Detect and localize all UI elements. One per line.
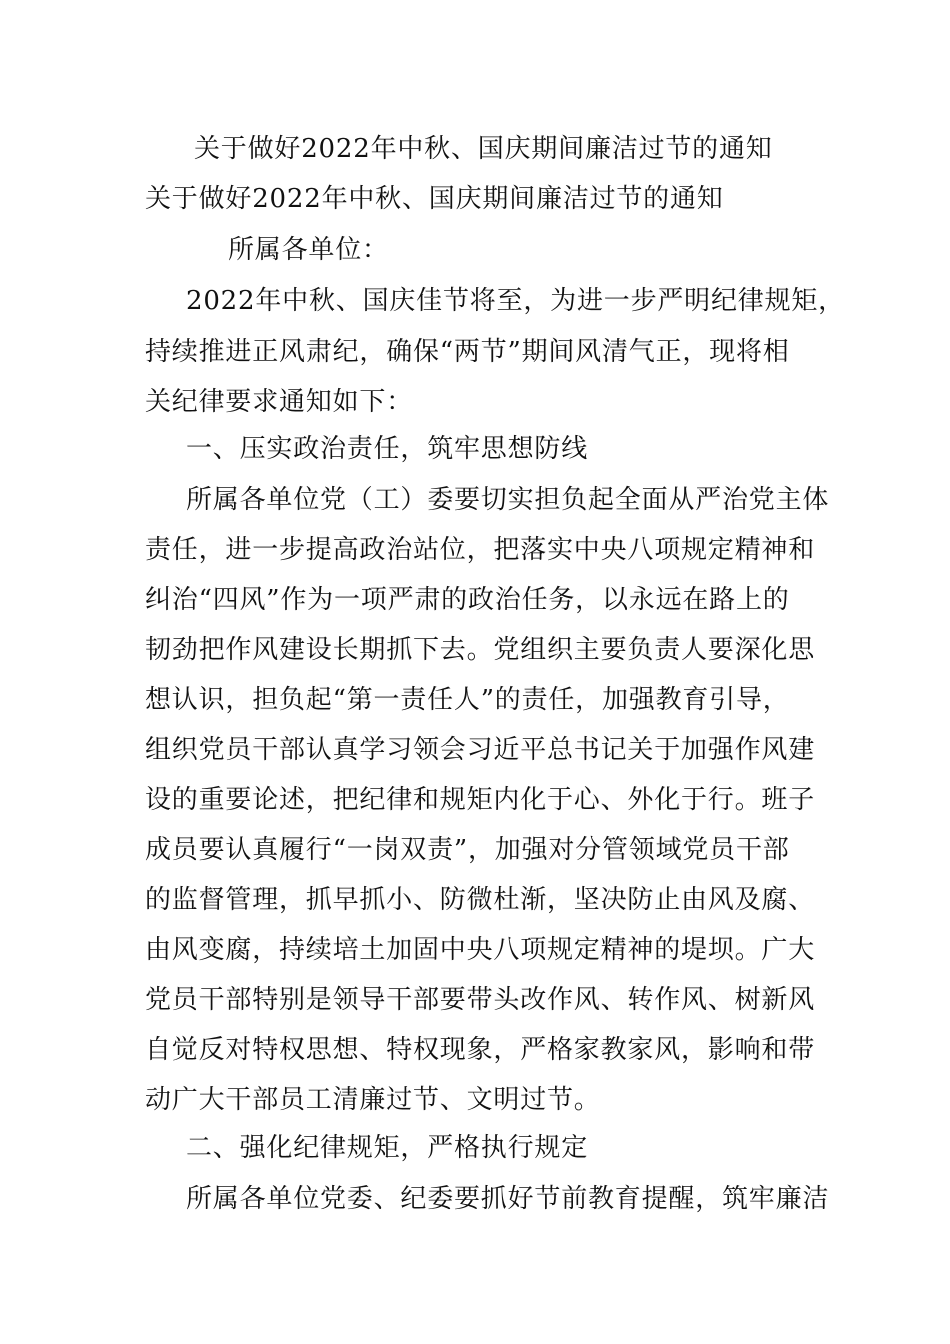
intro-line-2: 持续推进正风肃纪，确保“两节”期间风清气正，现将相 xyxy=(145,337,790,367)
section-1-line: 设的重要论述，把纪律和规矩内化于心、外化于行。班子 xyxy=(145,785,816,815)
section-2-line: 所属各单位党委、纪委要抓好节前教育提醒，筑牢廉洁 xyxy=(186,1184,830,1214)
section-1-line: 所属各单位党（工）委要切实担负起全面从严治党主体 xyxy=(186,485,830,515)
section-1-line: 责任，进一步提高政治站位，把落实中央八项规定精神和 xyxy=(145,535,816,565)
salutation: 所属各单位： xyxy=(228,235,389,265)
intro-line-3: 关纪律要求通知如下： xyxy=(145,387,414,417)
section-2-heading: 二、强化纪律规矩，严格执行规定 xyxy=(186,1133,589,1163)
section-1-line: 成员要认真履行“一岗双责”，加强对分管领域党员干部 xyxy=(145,835,790,865)
section-1-line: 组织党员干部认真学习领会习近平总书记关于加强作风建 xyxy=(145,735,816,765)
section-1-line: 由风变腐，持续培土加固中央八项规定精神的堤坝。广大 xyxy=(145,935,816,965)
section-1-line: 想认识，担负起“第一责任人”的责任，加强教育引导， xyxy=(145,685,790,715)
document-title-repeat: 关于做好2022年中秋、国庆期间廉洁过节的通知 xyxy=(145,184,724,214)
section-1-line: 纠治“四风”作为一项严肃的政治任务，以永远在路上的 xyxy=(145,585,790,615)
section-1-line: 动广大干部员工清廉过节、文明过节。 xyxy=(145,1085,601,1115)
section-1-line: 韧劲把作风建设长期抓下去。党组织主要负责人要深化思 xyxy=(145,635,816,665)
section-1-line: 的监督管理，抓早抓小、防微杜渐，坚决防止由风及腐、 xyxy=(145,885,816,915)
section-1-line: 自觉反对特权思想、特权现象，严格家教家风，影响和带 xyxy=(145,1035,816,1065)
document-title: 关于做好2022年中秋、国庆期间廉洁过节的通知 xyxy=(194,134,773,164)
section-1-line: 党员干部特别是领导干部要带头改作风、转作风、树新风 xyxy=(145,985,816,1015)
intro-line-1: 2022年中秋、国庆佳节将至，为进一步严明纪律规矩， xyxy=(186,286,845,316)
section-1-heading: 一、压实政治责任，筑牢思想防线 xyxy=(186,434,589,464)
